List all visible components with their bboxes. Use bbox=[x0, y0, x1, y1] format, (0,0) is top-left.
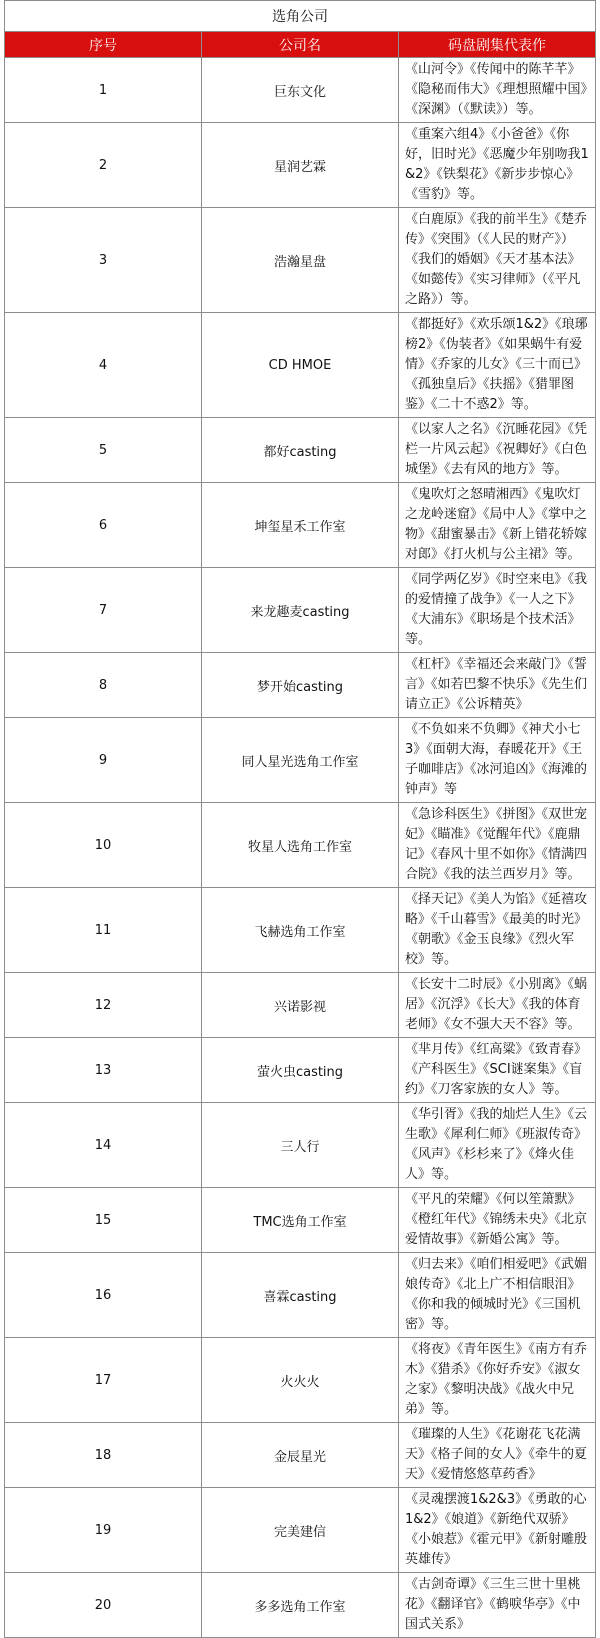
table-row bbox=[5, 208, 596, 313]
header-row bbox=[5, 32, 596, 58]
representative-works: 《重案六组4》《小爸爸》《你好，旧时光》《恶魔少年别吻我1&2》《铁梨花》《新步步惊心》《雪豹》等。 bbox=[399, 123, 596, 208]
company-name: 三人行 bbox=[202, 1103, 399, 1188]
representative-works: 《鬼吹灯之怒晴湘西》《鬼吹灯之龙岭迷窟》《局中人》《掌中之物》《甜蜜暴击》《新上错花轿嫁对郎》《打火机与公主裙》等。 bbox=[399, 483, 596, 568]
table-title: 选角公司 bbox=[5, 1, 596, 32]
row-num: 8 bbox=[5, 653, 202, 718]
representative-works: 《将夜》《青年医生》《南方有乔木》《猎杀》《你好乔安》《淑女之家》《黎明决战》《战火中兄弟》等。 bbox=[399, 1338, 596, 1423]
table-row bbox=[5, 653, 596, 718]
row-num: 19 bbox=[5, 1488, 202, 1573]
company-name: 巨东文化 bbox=[202, 58, 399, 123]
table-row bbox=[5, 803, 596, 888]
representative-works: 《芈月传》《红高粱》《致青春》《产科医生》《SCI谜案集》《盲约》《刀客家族的女人》等。 bbox=[399, 1038, 596, 1103]
row-num: 3 bbox=[5, 208, 202, 313]
table-row bbox=[5, 123, 596, 208]
header-num: 序号 bbox=[5, 32, 202, 58]
company-name: 都好casting bbox=[202, 418, 399, 483]
table-row bbox=[5, 1338, 596, 1423]
representative-works: 《杠杆》《幸福还会来敲门》《誓言》《如若巴黎不快乐》《先生们请立正》《公诉精英》 bbox=[399, 653, 596, 718]
company-name: 坤玺星禾工作室 bbox=[202, 483, 399, 568]
representative-works: 《山河令》《传闻中的陈芊芊》《隐秘而伟大》《理想照耀中国》《深渊》（《默读》）等。 bbox=[399, 58, 596, 123]
company-name: 星润艺霖 bbox=[202, 123, 399, 208]
company-name: 来龙趣麦casting bbox=[202, 568, 399, 653]
representative-works: 《灵魂摆渡1&2&3》《勇敢的心1&2》《娘道》《新绝代双骄》《小娘惹》《霍元甲》《新射雕殷英雄传》 bbox=[399, 1488, 596, 1573]
representative-works: 《平凡的荣耀》《何以笙箫默》《橙红年代》《锦绣未央》《北京爱情故事》《新婚公寓》等。 bbox=[399, 1188, 596, 1253]
representative-works: 《归去来》《咱们相爱吧》《武媚娘传奇》《北上广不相信眼泪》《你和我的倾城时光》《三国机密》等。 bbox=[399, 1253, 596, 1338]
casting-companies-table bbox=[4, 0, 596, 1638]
table-row bbox=[5, 888, 596, 973]
table-row bbox=[5, 973, 596, 1038]
table-row bbox=[5, 418, 596, 483]
table-row bbox=[5, 568, 596, 653]
company-name: 萤火虫casting bbox=[202, 1038, 399, 1103]
representative-works: 《古剑奇谭》《三生三世十里桃花》《翻译官》《鹤唳华亭》《中国式关系》 bbox=[399, 1573, 596, 1638]
company-name: 多多选角工作室 bbox=[202, 1573, 399, 1638]
company-name: 浩瀚星盘 bbox=[202, 208, 399, 313]
table-row bbox=[5, 1423, 596, 1488]
representative-works: 《白鹿原》《我的前半生》《楚乔传》《突围》（《人民的财产》）《我们的婚姻》《天才基本法》《如懿传》《实习律师》（《平凡之路》）等。 bbox=[399, 208, 596, 313]
row-num: 16 bbox=[5, 1253, 202, 1338]
header-works: 码盘剧集代表作 bbox=[399, 32, 596, 58]
representative-works: 《不负如来不负卿》《神犬小七3》《面朝大海，春暖花开》《王子咖啡店》《冰河追凶》《海滩的钟声》等 bbox=[399, 718, 596, 803]
row-num: 7 bbox=[5, 568, 202, 653]
representative-works: 《择天记》《美人为馅》《延禧攻略》《千山暮雪》《最美的时光》《朝歌》《金玉良缘》《烈火军校》等。 bbox=[399, 888, 596, 973]
row-num: 18 bbox=[5, 1423, 202, 1488]
representative-works: 《长安十二时辰》《小别离》《蜗居》《沉浮》《长大》《我的体育老师》《女不强大天不容》等。 bbox=[399, 973, 596, 1038]
table-row bbox=[5, 1103, 596, 1188]
company-name: 完美建信 bbox=[202, 1488, 399, 1573]
table-row bbox=[5, 1188, 596, 1253]
row-num: 1 bbox=[5, 58, 202, 123]
table-row bbox=[5, 313, 596, 418]
company-name: 火火火 bbox=[202, 1338, 399, 1423]
row-num: 10 bbox=[5, 803, 202, 888]
table-row bbox=[5, 58, 596, 123]
representative-works: 《都挺好》《欢乐颂1&2》《琅琊榜2》《伪装者》《如果蜗牛有爱情》《乔家的儿女》《三十而已》《孤独皇后》《扶摇》《猎罪图鉴》《二十不惑2》等。 bbox=[399, 313, 596, 418]
representative-works: 《同学两亿岁》《时空来电》《我的爱情撞了战争》《一人之下》《大浦东》《职场是个技术活》等。 bbox=[399, 568, 596, 653]
table-row bbox=[5, 1573, 596, 1638]
company-name: CD HMOE bbox=[202, 313, 399, 418]
header-name: 公司名 bbox=[202, 32, 399, 58]
row-num: 12 bbox=[5, 973, 202, 1038]
row-num: 14 bbox=[5, 1103, 202, 1188]
table-row bbox=[5, 718, 596, 803]
company-name: TMC选角工作室 bbox=[202, 1188, 399, 1253]
representative-works: 《以家人之名》《沉睡花园》《凭栏一片风云起》《祝卿好》《白色城堡》《去有风的地方》等。 bbox=[399, 418, 596, 483]
row-num: 6 bbox=[5, 483, 202, 568]
table-row bbox=[5, 483, 596, 568]
row-num: 17 bbox=[5, 1338, 202, 1423]
company-name: 飞赫选角工作室 bbox=[202, 888, 399, 973]
company-name: 喜霖casting bbox=[202, 1253, 399, 1338]
title-row bbox=[5, 1, 596, 32]
company-name: 金辰星光 bbox=[202, 1423, 399, 1488]
company-name: 梦开始casting bbox=[202, 653, 399, 718]
row-num: 13 bbox=[5, 1038, 202, 1103]
representative-works: 《璀璨的人生》《花谢花飞花满天》《格子间的女人》《牵牛的夏天》《爱情悠悠草药香》 bbox=[399, 1423, 596, 1488]
row-num: 11 bbox=[5, 888, 202, 973]
company-name: 牧星人选角工作室 bbox=[202, 803, 399, 888]
table-row bbox=[5, 1038, 596, 1103]
row-num: 9 bbox=[5, 718, 202, 803]
row-num: 15 bbox=[5, 1188, 202, 1253]
table-row bbox=[5, 1488, 596, 1573]
row-num: 5 bbox=[5, 418, 202, 483]
row-num: 2 bbox=[5, 123, 202, 208]
company-name: 同人星光选角工作室 bbox=[202, 718, 399, 803]
table-row bbox=[5, 1253, 596, 1338]
representative-works: 《急诊科医生》《拼图》《双世宠妃》《瞄准》《觉醒年代》《鹿鼎记》《春风十里不如你》《情满四合院》《我的法兰西岁月》等。 bbox=[399, 803, 596, 888]
row-num: 20 bbox=[5, 1573, 202, 1638]
company-name: 兴诺影视 bbox=[202, 973, 399, 1038]
representative-works: 《华引胥》《我的灿烂人生》《云生歌》《犀利仁师》《班淑传奇》《风声》《杉杉来了》《烽火佳人》等。 bbox=[399, 1103, 596, 1188]
row-num: 4 bbox=[5, 313, 202, 418]
